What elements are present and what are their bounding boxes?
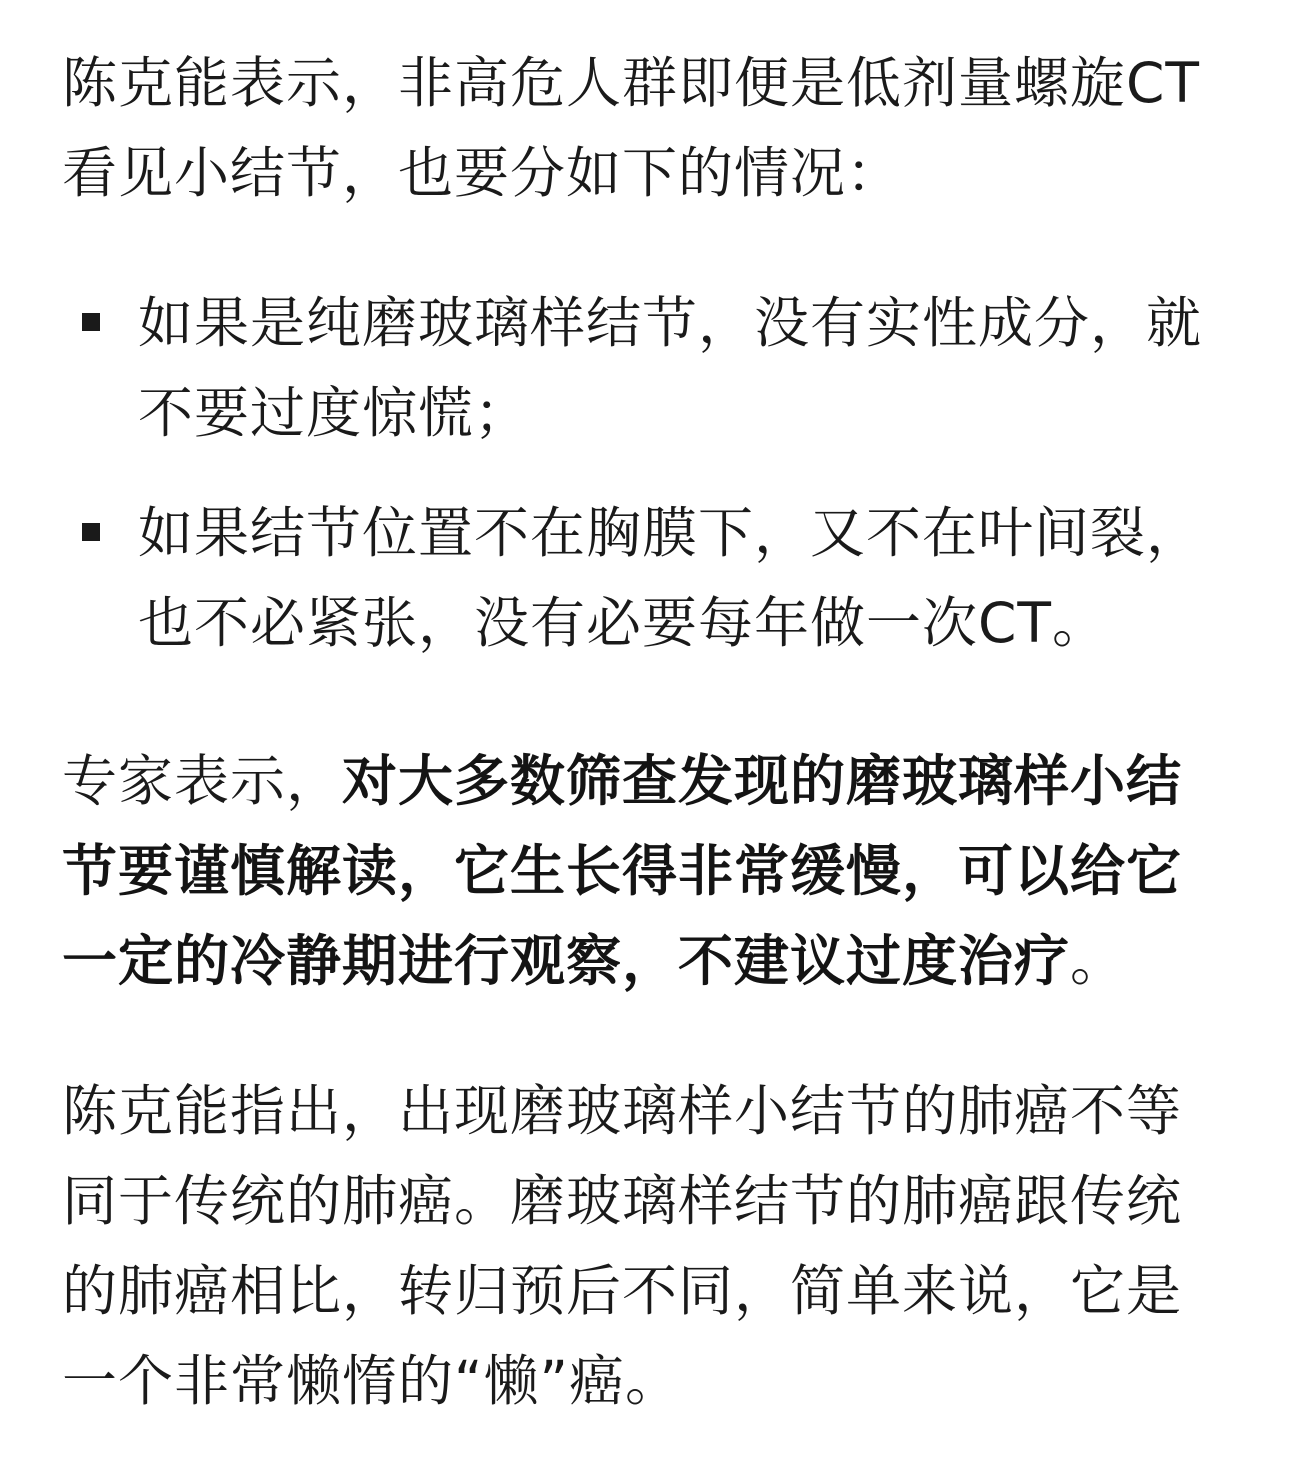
list-item bbox=[62, 278, 1228, 458]
expert-paragraph bbox=[62, 736, 1228, 1006]
intro-paragraph: 陈克能表示，非高危人群即便是低剂量螺旋CT看见小结节，也要分如下的情况： bbox=[62, 51, 1201, 205]
expert-lead-text: 专家表示， bbox=[62, 749, 343, 813]
expert-tail-text: 。 bbox=[1070, 929, 1127, 993]
list-item-text: 如果是纯磨玻璃样结节，没有实性成分，就不要过度惊慌； bbox=[138, 291, 1203, 445]
list-item bbox=[62, 488, 1228, 668]
expert-emphasis-text: 对大多数筛查发现的磨玻璃样小结节要谨慎解读，它生长得非常缓慢，可以给它一定的冷静期进行观察，不建议过度治疗 bbox=[62, 749, 1183, 993]
square-bullet-icon bbox=[82, 523, 100, 541]
list-item-text: 如果结节位置不在胸膜下，又不在叶间裂，也不必紧张，没有必要每年做一次CT。 bbox=[138, 501, 1203, 655]
conclusion-paragraph: 陈克能指出，出现磨玻璃样小结节的肺癌不等同于传统的肺癌。磨玻璃样结节的肺癌跟传统的肺癌相比，转归预后不同，简单来说，它是一个非常懒惰的“懒”癌。 bbox=[62, 1079, 1183, 1413]
square-bullet-icon bbox=[82, 313, 100, 331]
condition-list bbox=[62, 278, 1228, 668]
